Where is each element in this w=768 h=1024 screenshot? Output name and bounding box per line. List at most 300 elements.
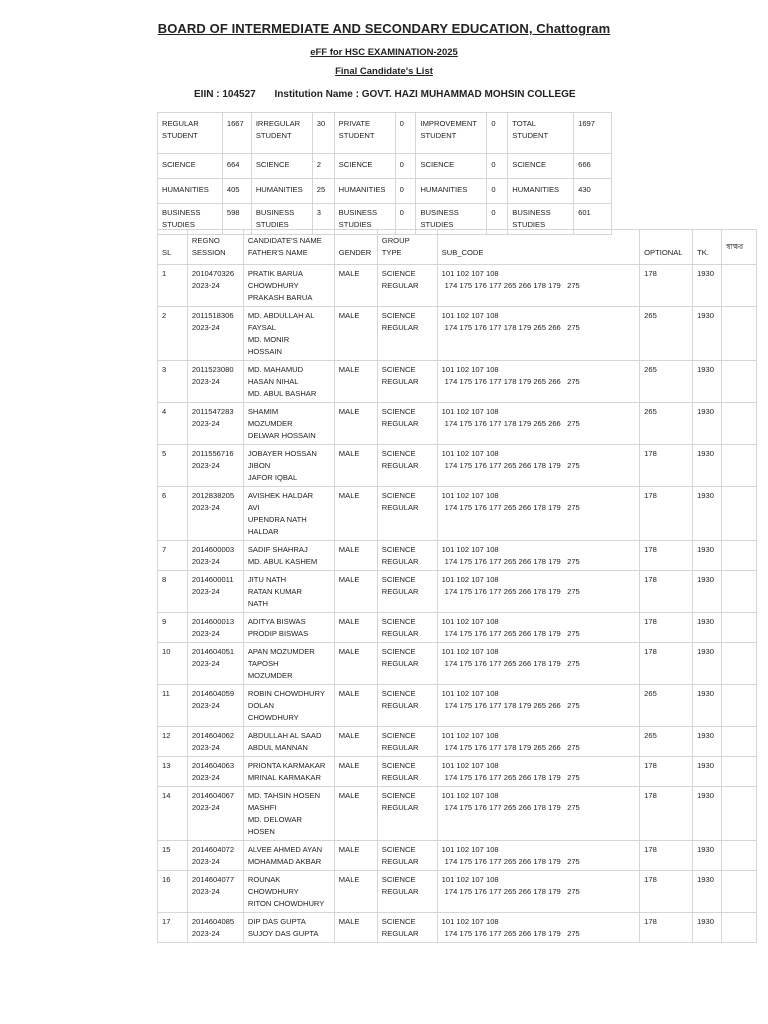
- cell-group: [377, 841, 437, 871]
- session: 2023-24: [191, 701, 220, 710]
- cell-sl: 17: [158, 913, 188, 943]
- cell-signature: [722, 487, 757, 541]
- cell-names: [243, 265, 334, 307]
- cell-gender: MALE: [334, 541, 377, 571]
- cell-sub-code: [437, 487, 639, 541]
- regno: 2014604063: [191, 761, 235, 770]
- summary-row: [158, 113, 612, 154]
- col-names: CANDIDATE'S NAME FATHER'S NAME: [243, 230, 334, 265]
- cell-group: [377, 541, 437, 571]
- type: REGULAR: [381, 503, 419, 512]
- summary-cell: SCIENCE: [508, 154, 574, 179]
- name-line: RATAN KUMAR: [247, 587, 302, 596]
- summary-cell: 0: [395, 154, 416, 179]
- cell-sl: 9: [158, 613, 188, 643]
- cell-gender: MALE: [334, 787, 377, 841]
- session: 2023-24: [191, 377, 220, 386]
- sub-code-line-1: 101 102 107 108: [441, 917, 499, 926]
- col-regno-session: REGNO SESSION: [187, 230, 243, 265]
- summary-cell: BUSINESS STUDIES: [416, 204, 487, 235]
- cell-sl: 2: [158, 307, 188, 361]
- name-line: ROBIN CHOWDHURY: [247, 689, 325, 698]
- cell-tk: 1930: [693, 361, 722, 403]
- sub-code-line-2: 174 175 176 177 265 266 178 179 275: [444, 887, 580, 896]
- cell-sl: 14: [158, 787, 188, 841]
- cell-names: [243, 871, 334, 913]
- cell-regno: [187, 307, 243, 361]
- cell-sub-code: [437, 871, 639, 913]
- sub-code-line-2: 174 175 176 177 265 266 178 179 275: [444, 587, 580, 596]
- type: REGULAR: [381, 281, 419, 290]
- sub-code-line-1: 101 102 107 108: [441, 875, 499, 884]
- cell-tk: 1930: [693, 757, 722, 787]
- summary-cell: 1697: [574, 113, 612, 154]
- candidate-table: [157, 229, 757, 943]
- group: SCIENCE: [381, 545, 416, 554]
- cell-regno: [187, 571, 243, 613]
- sub-code-line-2: 174 175 176 177 265 266 178 179 275: [444, 659, 580, 668]
- name-line: MRINAL KARMAKAR: [247, 773, 321, 782]
- session: 2023-24: [191, 803, 220, 812]
- sub-code-line-1: 101 102 107 108: [441, 311, 499, 320]
- summary-cell: BUSINESS STUDIES: [251, 204, 312, 235]
- summary-cell: 0: [487, 154, 508, 179]
- summary-cell: 598: [222, 204, 251, 235]
- cell-tk: 1930: [693, 307, 722, 361]
- regno: 2014604062: [191, 731, 235, 740]
- sub-code-line-2: 174 175 176 177 178 179 265 266 275: [444, 323, 580, 332]
- cell-group: [377, 445, 437, 487]
- cell-regno: [187, 685, 243, 727]
- sub-code-line-1: 101 102 107 108: [441, 617, 499, 626]
- table-row: [158, 265, 757, 307]
- name-line: RITON CHOWDHURY: [247, 899, 325, 908]
- type: REGULAR: [381, 377, 419, 386]
- cell-sl: 7: [158, 541, 188, 571]
- regno: 2014604051: [191, 647, 235, 656]
- name-line: CHOWDHURY: [247, 281, 299, 290]
- cell-regno: [187, 613, 243, 643]
- regno: 2010470326: [191, 269, 235, 278]
- cell-signature: [722, 403, 757, 445]
- cell-optional: 265: [640, 727, 693, 757]
- cell-regno: [187, 841, 243, 871]
- summary-cell: 1667: [222, 113, 251, 154]
- name-line: MD. TAHSIN HOSEN: [247, 791, 321, 800]
- summary-cell: 430: [574, 179, 612, 204]
- summary-cell: HUMANITIES: [416, 179, 487, 204]
- name-line: PRODIP BISWAS: [247, 629, 309, 638]
- summary-cell: IMPROVEMENT STUDENT: [416, 113, 487, 154]
- cell-regno: [187, 787, 243, 841]
- cell-optional: 178: [640, 541, 693, 571]
- summary-cell: 25: [312, 179, 334, 204]
- cell-regno: [187, 361, 243, 403]
- type: REGULAR: [381, 323, 419, 332]
- cell-regno: [187, 403, 243, 445]
- name-line: PRIONTA KARMAKAR: [247, 761, 326, 770]
- summary-cell: HUMANITIES: [251, 179, 312, 204]
- cell-sl: 5: [158, 445, 188, 487]
- summary-cell: 664: [222, 154, 251, 179]
- name-line: UPENDRA NATH: [247, 515, 307, 524]
- cell-sl: 13: [158, 757, 188, 787]
- cell-sub-code: [437, 757, 639, 787]
- cell-group: [377, 757, 437, 787]
- summary-cell: 30: [312, 113, 334, 154]
- cell-signature: [722, 445, 757, 487]
- cell-tk: 1930: [693, 403, 722, 445]
- cell-optional: 178: [640, 913, 693, 943]
- cell-gender: MALE: [334, 487, 377, 541]
- cell-regno: [187, 727, 243, 757]
- session: 2023-24: [191, 857, 220, 866]
- cell-tk: 1930: [693, 643, 722, 685]
- cell-sub-code: [437, 541, 639, 571]
- summary-cell: HUMANITIES: [508, 179, 574, 204]
- sub-code-line-1: 101 102 107 108: [441, 407, 499, 416]
- sub-code-line-2: 174 175 176 177 265 266 178 179 275: [444, 773, 580, 782]
- table-row: [158, 307, 757, 361]
- name-line: NATH: [247, 599, 268, 608]
- table-row: [158, 487, 757, 541]
- cell-tk: 1930: [693, 541, 722, 571]
- summary-cell: PRIVATE STUDENT: [334, 113, 395, 154]
- type: REGULAR: [381, 929, 419, 938]
- institution-name: Institution Name : GOVT. HAZI MUHAMMAD MOHSIN COLLEGE: [274, 89, 576, 100]
- name-line: DELWAR HOSSAIN: [247, 431, 316, 440]
- regno: 2014604072: [191, 845, 235, 854]
- name-line: MD. MAHAMUD: [247, 365, 304, 374]
- table-row: [158, 361, 757, 403]
- group: SCIENCE: [381, 845, 416, 854]
- cell-names: [243, 757, 334, 787]
- cell-gender: MALE: [334, 685, 377, 727]
- session: 2023-24: [191, 629, 220, 638]
- table-row: [158, 757, 757, 787]
- cell-sub-code: [437, 571, 639, 613]
- cell-gender: MALE: [334, 361, 377, 403]
- regno: 2011518306: [191, 311, 234, 320]
- name-line: CHOWDHURY: [247, 887, 299, 896]
- cell-signature: [722, 913, 757, 943]
- col-signature: স্বাক্ষর: [722, 230, 757, 265]
- cell-signature: [722, 643, 757, 685]
- cell-signature: [722, 841, 757, 871]
- regno: 2014600013: [191, 617, 235, 626]
- type: REGULAR: [381, 887, 419, 896]
- cell-optional: 178: [640, 787, 693, 841]
- session: 2023-24: [191, 587, 220, 596]
- sub-code-line-2: 174 175 176 177 265 266 178 179 275: [444, 281, 580, 290]
- summary-cell: SCIENCE: [158, 154, 223, 179]
- type: REGULAR: [381, 701, 419, 710]
- summary-cell: 666: [574, 154, 612, 179]
- cell-sl: 15: [158, 841, 188, 871]
- cell-sl: 12: [158, 727, 188, 757]
- group: SCIENCE: [381, 617, 416, 626]
- cell-optional: 178: [640, 613, 693, 643]
- name-line: HOSSAIN: [247, 347, 283, 356]
- table-row: [158, 913, 757, 943]
- table-row: [158, 541, 757, 571]
- session: 2023-24: [191, 323, 220, 332]
- sub-code-line-1: 101 102 107 108: [441, 791, 499, 800]
- cell-sl: 8: [158, 571, 188, 613]
- cell-sub-code: [437, 613, 639, 643]
- summary-row: [158, 154, 612, 179]
- type: REGULAR: [381, 743, 419, 752]
- sub-code-line-2: 174 175 176 177 178 179 265 266 275: [444, 377, 580, 386]
- name-line: MD. DELOWAR: [247, 815, 302, 824]
- cell-gender: MALE: [334, 403, 377, 445]
- cell-optional: 265: [640, 403, 693, 445]
- name-line: FAYSAL: [247, 323, 276, 332]
- cell-regno: [187, 913, 243, 943]
- session: 2023-24: [191, 281, 220, 290]
- cell-group: [377, 265, 437, 307]
- type: REGULAR: [381, 461, 419, 470]
- sub-code-line-1: 101 102 107 108: [441, 545, 499, 554]
- sub-code-line-2: 174 175 176 177 265 266 178 179 275: [444, 461, 580, 470]
- cell-regno: [187, 871, 243, 913]
- table-row: [158, 613, 757, 643]
- type: REGULAR: [381, 803, 419, 812]
- sub-code-line-1: 101 102 107 108: [441, 845, 499, 854]
- cell-names: [243, 571, 334, 613]
- cell-optional: 178: [640, 487, 693, 541]
- summary-cell: BUSINESS STUDIES: [508, 204, 574, 235]
- cell-group: [377, 361, 437, 403]
- name-line: JITU NATH: [247, 575, 287, 584]
- institution-line: [194, 89, 592, 100]
- cell-sub-code: [437, 307, 639, 361]
- cell-names: [243, 613, 334, 643]
- cell-regno: [187, 643, 243, 685]
- cell-gender: MALE: [334, 871, 377, 913]
- name-line: JAFOR IQBAL: [247, 473, 298, 482]
- regno: 2011547283: [191, 407, 234, 416]
- cell-sl: 1: [158, 265, 188, 307]
- sub-code-line-2: 174 175 176 177 178 179 265 266 275: [444, 419, 580, 428]
- name-line: SUJOY DAS GUPTA: [247, 929, 319, 938]
- group: SCIENCE: [381, 875, 416, 884]
- cell-optional: 178: [640, 265, 693, 307]
- type: REGULAR: [381, 557, 419, 566]
- name-line: ADITYA BISWAS: [247, 617, 306, 626]
- cell-regno: [187, 265, 243, 307]
- cell-tk: 1930: [693, 727, 722, 757]
- cell-tk: 1930: [693, 487, 722, 541]
- summary-cell: IRREGULAR STUDENT: [251, 113, 312, 154]
- cell-signature: [722, 727, 757, 757]
- name-line: PRAKASH BARUA: [247, 293, 313, 302]
- cell-gender: MALE: [334, 265, 377, 307]
- cell-group: [377, 487, 437, 541]
- table-row: [158, 787, 757, 841]
- cell-names: [243, 913, 334, 943]
- name-line: AVISHEK HALDAR: [247, 491, 314, 500]
- session: 2023-24: [191, 887, 220, 896]
- session: 2023-24: [191, 557, 220, 566]
- group: SCIENCE: [381, 791, 416, 800]
- cell-names: [243, 685, 334, 727]
- group: SCIENCE: [381, 365, 416, 374]
- regno: 2014604059: [191, 689, 235, 698]
- cell-regno: [187, 445, 243, 487]
- name-line: DIP DAS GUPTA: [247, 917, 306, 926]
- name-line: SADIF SHAHRAJ: [247, 545, 308, 554]
- col-gender: GENDER: [334, 230, 377, 265]
- cell-optional: 178: [640, 643, 693, 685]
- cell-sub-code: [437, 787, 639, 841]
- list-title: Final Candidate's List: [335, 66, 433, 77]
- summary-cell: SCIENCE: [334, 154, 395, 179]
- group: SCIENCE: [381, 449, 416, 458]
- cell-names: [243, 445, 334, 487]
- sub-code-line-1: 101 102 107 108: [441, 365, 499, 374]
- sub-code-line-2: 174 175 176 177 178 179 265 266 275: [444, 743, 580, 752]
- cell-tk: 1930: [693, 841, 722, 871]
- cell-sl: 10: [158, 643, 188, 685]
- cell-tk: 1930: [693, 613, 722, 643]
- cell-names: [243, 841, 334, 871]
- sub-code-line-2: 174 175 176 177 265 266 178 179 275: [444, 857, 580, 866]
- cell-names: [243, 403, 334, 445]
- session: 2023-24: [191, 659, 220, 668]
- type: REGULAR: [381, 587, 419, 596]
- regno: 2014604077: [191, 875, 235, 884]
- cell-group: [377, 871, 437, 913]
- summary-cell: 0: [487, 179, 508, 204]
- cell-group: [377, 307, 437, 361]
- name-line: MD. ABUL KASHEM: [247, 557, 318, 566]
- name-line: ABDULLAH AL SAAD: [247, 731, 322, 740]
- cell-sl: 6: [158, 487, 188, 541]
- name-line: ALVEE AHMED AYAN: [247, 845, 323, 854]
- cell-tk: 1930: [693, 685, 722, 727]
- summary-cell: HUMANITIES: [334, 179, 395, 204]
- summary-cell: 601: [574, 204, 612, 235]
- cell-group: [377, 727, 437, 757]
- session: 2023-24: [191, 461, 220, 470]
- summary-cell: 405: [222, 179, 251, 204]
- name-line: AVI: [247, 503, 260, 512]
- session: 2023-24: [191, 773, 220, 782]
- name-line: MD. ABUL BASHAR: [247, 389, 317, 398]
- session: 2023-24: [191, 743, 220, 752]
- cell-sub-code: [437, 403, 639, 445]
- name-line: HASAN NIHAL: [247, 377, 299, 386]
- cell-group: [377, 643, 437, 685]
- table-row: [158, 841, 757, 871]
- cell-tk: 1930: [693, 445, 722, 487]
- cell-gender: MALE: [334, 307, 377, 361]
- summary-cell: 2: [312, 154, 334, 179]
- sub-code-line-2: 174 175 176 177 178 179 265 266 275: [444, 701, 580, 710]
- name-line: MD. ABDULLAH AL: [247, 311, 315, 320]
- cell-tk: 1930: [693, 571, 722, 613]
- cell-optional: 178: [640, 757, 693, 787]
- cell-names: [243, 487, 334, 541]
- cell-group: [377, 613, 437, 643]
- summary-cell: REGULAR STUDENT: [158, 113, 223, 154]
- name-line: MD. MONIR: [247, 335, 290, 344]
- table-row: [158, 871, 757, 913]
- sub-code-line-1: 101 102 107 108: [441, 731, 499, 740]
- type: REGULAR: [381, 659, 419, 668]
- name-line: APAN MOZUMDER: [247, 647, 315, 656]
- cell-gender: MALE: [334, 841, 377, 871]
- cell-regno: [187, 487, 243, 541]
- sub-code-line-1: 101 102 107 108: [441, 269, 499, 278]
- cell-signature: [722, 265, 757, 307]
- cell-signature: [722, 613, 757, 643]
- summary-cell: BUSINESS STUDIES: [158, 204, 223, 235]
- name-line: TAPOSH: [247, 659, 279, 668]
- summary-cell: HUMANITIES: [158, 179, 223, 204]
- cell-optional: 265: [640, 361, 693, 403]
- name-line: DOLAN: [247, 701, 275, 710]
- summary-table: [157, 112, 612, 235]
- cell-sub-code: [437, 685, 639, 727]
- group: SCIENCE: [381, 491, 416, 500]
- cell-gender: MALE: [334, 913, 377, 943]
- name-line: JIBON: [247, 461, 271, 470]
- cell-group: [377, 571, 437, 613]
- cell-names: [243, 787, 334, 841]
- name-line: CHOWDHURY: [247, 713, 299, 722]
- summary-cell: 0: [487, 204, 508, 235]
- cell-names: [243, 541, 334, 571]
- regno: 2014600011: [191, 575, 234, 584]
- col-sl: SL: [158, 230, 188, 265]
- group: SCIENCE: [381, 689, 416, 698]
- name-line: ABDUL MANNAN: [247, 743, 308, 752]
- name-line: ROUNAK: [247, 875, 281, 884]
- cell-tk: 1930: [693, 265, 722, 307]
- cell-sl: 4: [158, 403, 188, 445]
- summary-row: [158, 179, 612, 204]
- sub-code-line-2: 174 175 176 177 265 266 178 179 275: [444, 629, 580, 638]
- cell-tk: 1930: [693, 787, 722, 841]
- table-row: [158, 403, 757, 445]
- cell-optional: 265: [640, 307, 693, 361]
- cell-sub-code: [437, 841, 639, 871]
- group: SCIENCE: [381, 761, 416, 770]
- cell-sub-code: [437, 361, 639, 403]
- cell-optional: 265: [640, 685, 693, 727]
- cell-sub-code: [437, 445, 639, 487]
- summary-cell: 0: [395, 179, 416, 204]
- cell-group: [377, 787, 437, 841]
- table-row: [158, 643, 757, 685]
- group: SCIENCE: [381, 647, 416, 656]
- cell-gender: MALE: [334, 571, 377, 613]
- table-row: [158, 685, 757, 727]
- summary-cell: SCIENCE: [251, 154, 312, 179]
- name-line: MOZUMDER: [247, 419, 293, 428]
- table-row: [158, 445, 757, 487]
- cell-tk: 1930: [693, 871, 722, 913]
- cell-names: [243, 727, 334, 757]
- cell-group: [377, 913, 437, 943]
- cell-optional: 178: [640, 571, 693, 613]
- cell-gender: MALE: [334, 757, 377, 787]
- col-optional: OPTIONAL: [640, 230, 693, 265]
- cell-signature: [722, 571, 757, 613]
- regno: 2014604067: [191, 791, 235, 800]
